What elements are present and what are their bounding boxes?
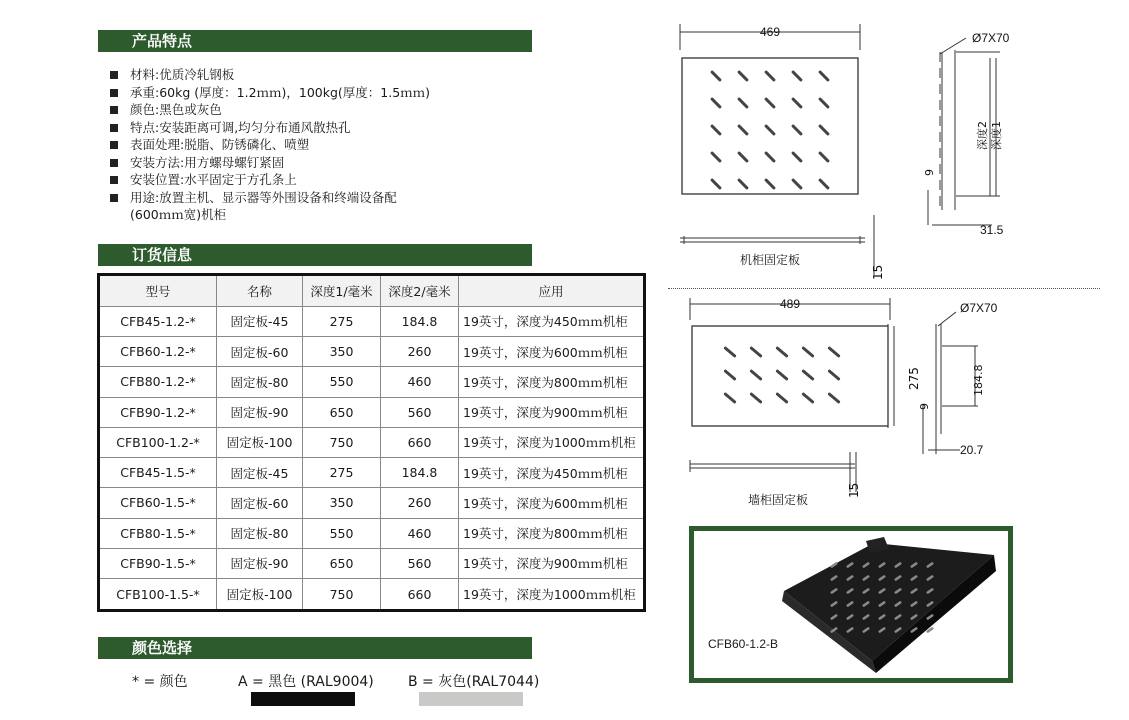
vent-slot [723,346,736,358]
color-title: 颜色选择 [132,639,193,657]
dim-small-label: 9 [918,403,931,410]
feature-item: 承重:60kg (厚度：1.2ｍｍ)，100kg(厚度：1.5ｍｍ) [110,84,430,102]
table-row: CFB90-1.5-* 固定板-90 650 560 19英寸，深度为900ｍｍ机柜 [99,548,645,578]
vent-slots [710,70,830,190]
table-header-row: 型号 名称 深度1/毫米 深度2/毫米 应用 [99,275,645,307]
vent-slot [723,369,736,381]
vent-slot [737,124,749,136]
table-row: CFB60-1.2-* 固定板-60 350 260 19英寸，深度为600ｍｍ机柜 [99,337,645,367]
feature-item: 表面处理:脱脂、防锈磷化、喷塑 [110,136,430,154]
vent-slot [749,346,762,358]
dim-hole-label: Ø7X70 [972,31,1010,45]
dim-hole-label: Ø7X70 [960,301,998,315]
photo-caption: CFB60-1.2-B [708,637,779,651]
vent-slot [827,392,840,404]
vent-slot [710,97,722,109]
vent-slot [737,151,749,163]
table-row: CFB45-1.5-* 固定板-45 275 184.8 19英寸，深度为450ｍｍ机柜 [99,458,645,488]
vent-slot [827,369,840,381]
vent-slot [791,124,803,136]
wall-shelf-drawing [660,294,1060,514]
bullet-icon [110,71,118,79]
separator [668,288,1100,289]
vent-slot [818,124,830,136]
vent-slot [818,97,830,109]
table-row: CFB100-1.5-* 固定板-100 750 660 19英寸，深度为1000ｍｍ机柜 [99,579,645,611]
vent-slot [791,151,803,163]
bullet-icon [110,176,118,184]
features-list [110,66,430,224]
color-option-a: A = 黑色 (RAL9004) [238,674,374,690]
dim-thickness-label: 15 [847,482,861,498]
vent-slot [818,151,830,163]
order-header [98,244,532,266]
vent-slot [737,70,749,82]
vent-slot [827,346,840,358]
bullet-icon [110,106,118,114]
color-swatch-black [251,692,355,706]
vent-slot [775,392,788,404]
dim-depth2-label: 184.8 [972,364,985,396]
bullet-icon [110,141,118,149]
vent-slot [791,70,803,82]
order-table [97,273,646,612]
feature-item: 安装方法:用方螺母螺钉紧固 [110,154,430,172]
feature-continuation: (600ｍｍ宽)机柜 [130,207,227,222]
table-row: CFB90-1.2-* 固定板-90 650 560 19英寸，深度为900ｍｍ机柜 [99,397,645,427]
dim-depth1-label: 深度1 [990,121,1003,150]
dim-depth2-label: 深度2 [976,121,989,150]
dim-side-label: 20.7 [960,443,984,457]
vent-slot [764,124,776,136]
vent-slot [723,392,736,404]
dim-width-label: 489 [779,297,801,311]
product-photo-frame [689,526,1013,683]
vent-slot [710,70,722,82]
bullet-icon [110,89,118,97]
vent-slot [818,70,830,82]
vent-slot [801,369,814,381]
vent-slot [791,178,803,190]
bullet-icon [110,124,118,132]
table-row: CFB100-1.2-* 固定板-100 750 660 19英寸，深度为1000ｍｍ机柜 [99,427,645,457]
features-title: 产品特点 [132,32,193,50]
feature-item: 用途:放置主机、显示器等外围设备和终端设备配 [110,189,430,207]
bullet-icon [110,159,118,167]
vent-slots [723,346,840,404]
color-header [98,637,532,659]
dim-small-label: 9 [923,169,936,176]
color-option-b: B = 灰色(RAL7044) [408,674,540,690]
dim-width-label: 469 [759,25,781,39]
feature-item: 安装位置:水平固定于方孔条上 [110,171,430,189]
vent-slot [764,70,776,82]
vent-slot [749,392,762,404]
product-photo [694,531,1008,678]
table-row: CFB45-1.2-* 固定板-45 275 184.8 19英寸，深度为450ｍｍ机柜 [99,306,645,336]
cabinet-shelf-drawing [660,10,1060,280]
table-row: CFB80-1.2-* 固定板-80 550 460 19英寸，深度为800ｍｍ机柜 [99,367,645,397]
feature-item: 材料:优质冷轧钢板 [110,66,430,84]
vent-slot [775,346,788,358]
vent-slot [737,97,749,109]
drawing-caption: 机柜固定板 [739,253,801,267]
vent-slot [801,392,814,404]
bullet-icon [110,194,118,202]
vent-slot [818,178,830,190]
vent-slot [710,124,722,136]
dim-thickness-label: 15 [871,264,885,280]
drawing-caption: 墙柜固定板 [747,493,809,507]
vent-slot [737,178,749,190]
vent-slot [764,178,776,190]
table-row: CFB60-1.5-* 固定板-60 350 260 19英寸，深度为600ｍｍ机柜 [99,488,645,518]
color-star-label: * = 颜色 [132,674,188,690]
table-row: CFB80-1.5-* 固定板-80 550 460 19英寸，深度为800ｍｍ机柜 [99,518,645,548]
order-title: 订货信息 [132,246,193,264]
vent-slot [710,151,722,163]
vent-slot [710,178,722,190]
vent-slot [764,97,776,109]
vent-slot [764,151,776,163]
vent-slot [775,369,788,381]
vent-slot [749,369,762,381]
color-swatch-gray [419,692,523,706]
vent-slot [791,97,803,109]
vent-slot [801,346,814,358]
features-header [98,30,532,52]
dim-depth-label: 275 [907,367,921,390]
feature-item: 特点:安装距离可调,均匀分布通风散热孔 [110,119,430,137]
feature-item: 颜色:黑色或灰色 [110,101,430,119]
dim-side-label: 31.5 [980,223,1004,237]
